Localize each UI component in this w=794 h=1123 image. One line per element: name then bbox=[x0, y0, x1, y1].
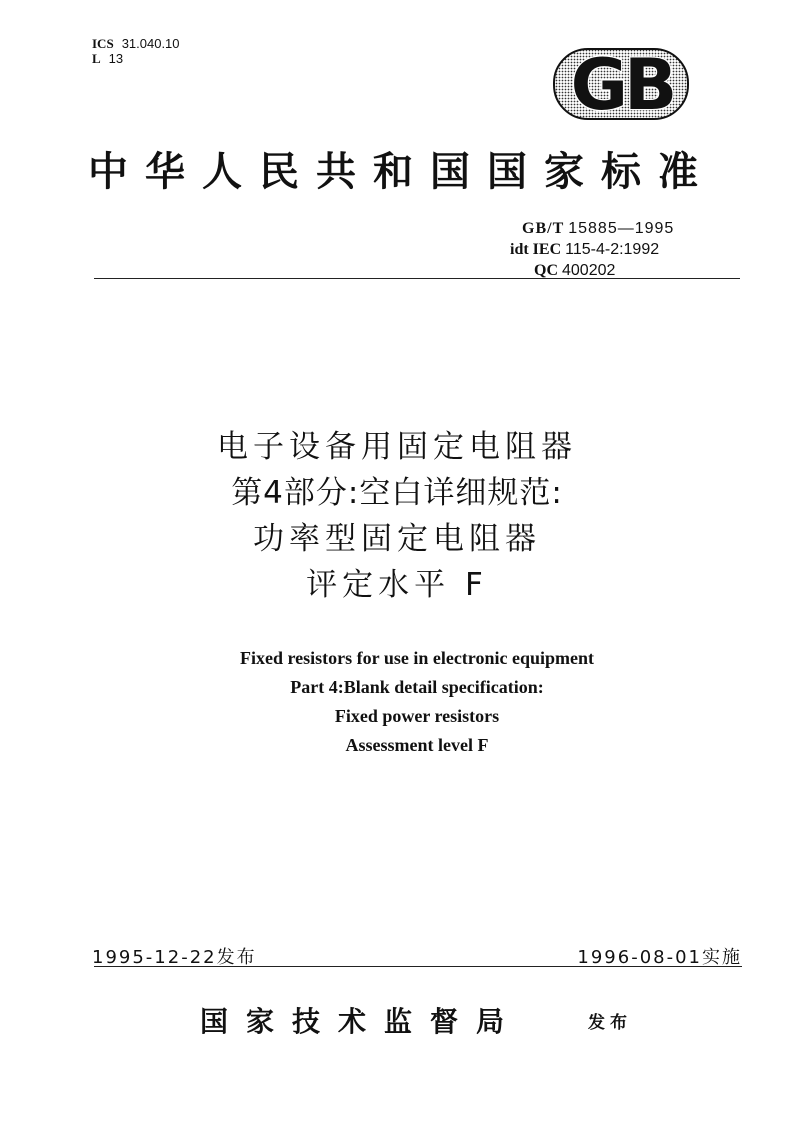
chinese-title-line-2: 第4部分:空白详细规范: bbox=[231, 475, 563, 511]
issue-label: 发布 bbox=[588, 1013, 632, 1033]
english-title-line-3: Fixed power resistors bbox=[334, 706, 500, 726]
idt-prefix: idt IEC bbox=[510, 241, 562, 258]
l-label: L bbox=[92, 51, 101, 66]
qc-number: 400202 bbox=[562, 262, 616, 279]
publish-date: 1995-12-22发布 bbox=[92, 947, 257, 968]
ics-label: ICS bbox=[92, 36, 114, 51]
implement-date: 1996-08-01实施 bbox=[577, 947, 742, 968]
gb-code bbox=[510, 218, 674, 239]
top-divider bbox=[94, 278, 740, 279]
qc-prefix: QC bbox=[534, 262, 558, 279]
gb-number: 15885—1995 bbox=[568, 220, 675, 237]
english-title-line-4: Assessment level F bbox=[345, 735, 489, 755]
idt-code bbox=[510, 239, 674, 260]
standard-codes bbox=[510, 218, 674, 281]
ics-value: 31.040.10 bbox=[121, 36, 180, 51]
chinese-title-line-1: 电子设备用固定电阻器 bbox=[217, 429, 577, 465]
gb-prefix: GB/T bbox=[522, 220, 565, 237]
chinese-title-line-4: 评定水平 F bbox=[306, 567, 488, 603]
classification-codes bbox=[92, 36, 180, 66]
idt-number: 115-4-2:1992 bbox=[565, 241, 660, 258]
ics-line bbox=[92, 36, 180, 51]
gb-logo-icon bbox=[552, 46, 692, 122]
l-line bbox=[92, 51, 180, 66]
english-title-line-2: Part 4:Blank detail specification: bbox=[290, 677, 544, 697]
logo-text: GB bbox=[570, 46, 674, 122]
chinese-title-line-3: 功率型固定电阻器 bbox=[253, 521, 541, 557]
bottom-divider bbox=[94, 966, 742, 967]
issuing-authority: 国家技术监督局 bbox=[200, 1005, 523, 1038]
standard-header-title: 中华人民共和国国家标准 bbox=[88, 148, 715, 195]
l-value: 13 bbox=[108, 51, 124, 66]
english-title-line-1: Fixed resistors for use in electronic equipment bbox=[240, 648, 594, 668]
